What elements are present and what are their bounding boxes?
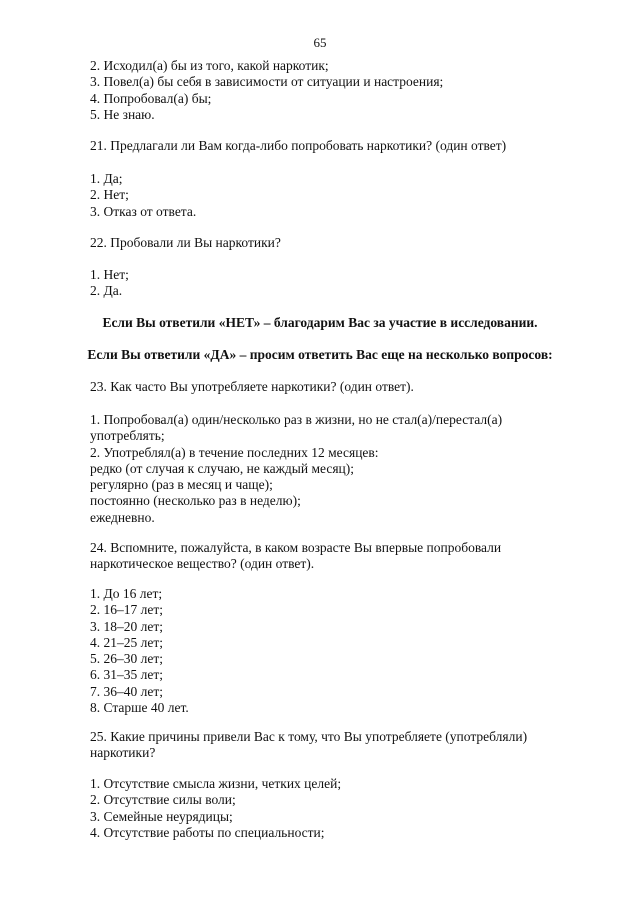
q22-question: 22. Пробовали ли Вы наркотики? bbox=[90, 235, 281, 250]
list-item: 2. Исходил(а) бы из того, какой наркотик; bbox=[90, 58, 329, 73]
list-item: 3. 18–20 лет; bbox=[90, 618, 164, 634]
note-no: Если Вы ответили «НЕТ» – благодарим Вас за участие в исследовании. bbox=[102, 315, 538, 330]
q21-options bbox=[90, 171, 570, 220]
list-item: 4. Отсутствие работы по специальности; bbox=[90, 824, 325, 840]
list-item: 1. Да; bbox=[90, 171, 123, 186]
list-item: 5. 26–30 лет; bbox=[90, 651, 164, 667]
list-item: 1. Отсутствие смысла жизни, четких целей; bbox=[90, 776, 342, 791]
list-item: 4. Попробовал(а) бы; bbox=[90, 90, 212, 106]
list-item: 3. Отказ от ответа. bbox=[90, 203, 197, 219]
list-item: 3. Семейные неурядицы; bbox=[90, 808, 233, 824]
list-item: 2. 16–17 лет; bbox=[90, 602, 164, 618]
q20-continuation bbox=[90, 58, 570, 123]
q25-question: 25. Какие причины привели Вас к тому, что Вы употребляете (употребляли) наркотики? bbox=[90, 729, 528, 761]
list-item: 1. Нет; bbox=[90, 267, 129, 282]
list-item: 2. Да. bbox=[90, 283, 123, 299]
note-yes: Если Вы ответили «ДА» – просим ответить Вас еще на несколько вопросов: bbox=[87, 347, 553, 362]
page-number: 65 bbox=[313, 35, 327, 50]
q23-options bbox=[90, 412, 570, 526]
list-item: 1. До 16 лет; bbox=[90, 586, 163, 601]
list-item: 2. Отсутствие силы воли; bbox=[90, 792, 236, 808]
list-item: 8. Старше 40 лет. bbox=[90, 700, 189, 716]
list-item: 3. Повел(а) бы себя в зависимости от ситуации и настроения; bbox=[90, 74, 444, 90]
list-item: 7. 36–40 лет; bbox=[90, 683, 164, 699]
list-item: редко (от случая к случаю, не каждый месяц); bbox=[90, 460, 354, 476]
list-item: 5. Не знаю. bbox=[90, 106, 155, 122]
q24-options bbox=[90, 586, 570, 716]
list-item: 2. Употреблял(а) в течение последних 12 месяцев: bbox=[90, 444, 379, 460]
list-item: ежедневно. bbox=[90, 509, 155, 525]
q21-question: 21. Предлагали ли Вам когда-либо попробовать наркотики? (один ответ) bbox=[90, 138, 507, 153]
q23-question: 23. Как часто Вы употребляете наркотики? (один ответ). bbox=[90, 379, 414, 394]
list-item: 4. 21–25 лет; bbox=[90, 634, 164, 650]
list-item: постоянно (несколько раз в неделю); bbox=[90, 493, 301, 509]
list-item: 1. Попробовал(а) один/несколько раз в жизни, но не стал(а)/перестал(а) употреблять; bbox=[90, 412, 503, 444]
q24-question: 24. Вспомните, пожалуйста, в каком возрасте Вы впервые попробовали наркотическое вещество? (один ответ). bbox=[90, 540, 502, 572]
list-item: 6. 31–35 лет; bbox=[90, 667, 164, 683]
q25-options bbox=[90, 776, 570, 841]
list-item: 2. Нет; bbox=[90, 187, 129, 203]
q22-options bbox=[90, 267, 570, 300]
list-item: регулярно (раз в месяц и чаще); bbox=[90, 477, 273, 493]
